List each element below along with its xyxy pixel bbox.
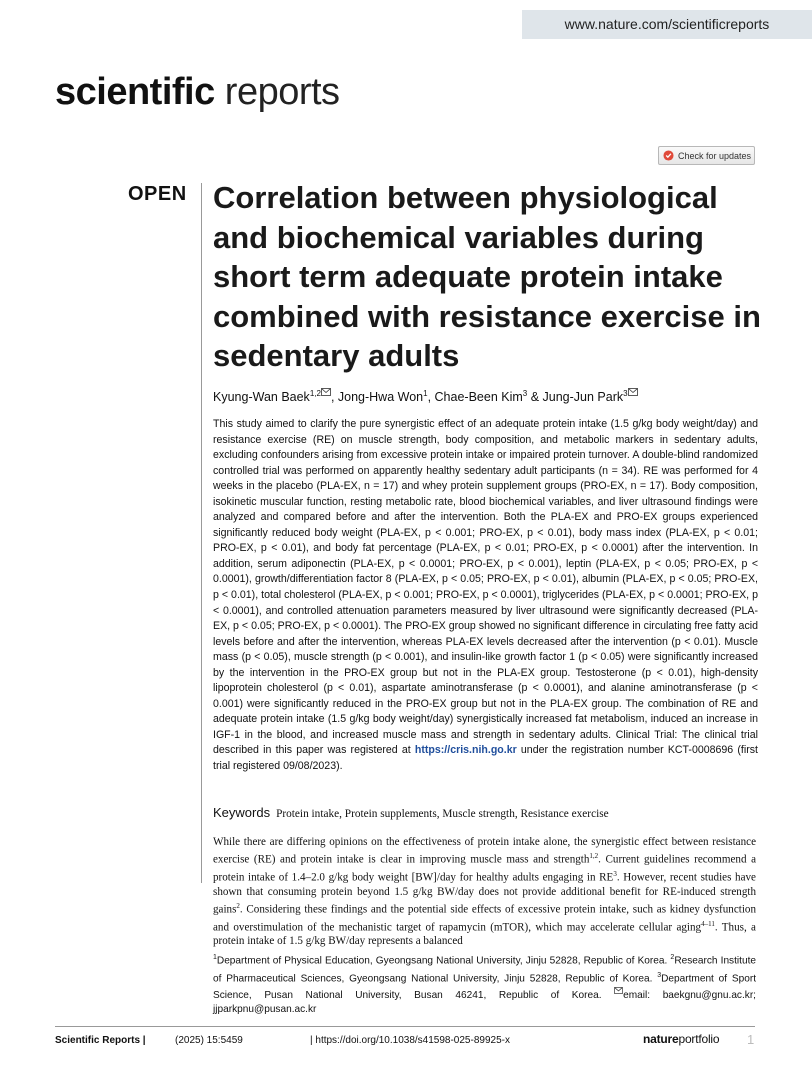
affiliation-sup: 3 bbox=[657, 971, 662, 979]
crossmark-icon bbox=[663, 150, 674, 161]
footer-journal: Scientific Reports | bbox=[55, 1035, 146, 1046]
abstract bbox=[213, 417, 758, 775]
body-text: . Thus, a protein intake of 1.5 g/kg BW/day represents a balanced bbox=[213, 921, 756, 948]
author-separator: & bbox=[527, 390, 543, 405]
affiliation-text: Research Institute of Pharmaceutical Sciences, Gyeongsang National University, Jinju 52828, Republic of Korea. bbox=[213, 955, 756, 985]
author-affiliation-sup: 1 bbox=[423, 389, 428, 398]
journal-logo[interactable] bbox=[55, 70, 340, 114]
affiliations bbox=[213, 951, 756, 1017]
body-paragraph bbox=[213, 835, 756, 948]
affiliation-text: Department of Physical Education, Gyeongsang National University, Jinju 52828, Republic of Korea. bbox=[216, 955, 671, 967]
logo-bold: scientific bbox=[55, 71, 215, 113]
envelope-icon bbox=[614, 987, 623, 994]
footer-doi[interactable]: | https://doi.org/10.1038/s41598-025-89925-x bbox=[310, 1035, 510, 1046]
author-affiliation-sup: 1,2 bbox=[309, 389, 321, 398]
author-name[interactable]: Kyung-Wan Baek bbox=[213, 390, 310, 405]
author-affiliation-sup: 3 bbox=[522, 389, 528, 398]
author-name[interactable]: Jung-Jun Park bbox=[542, 390, 624, 405]
author-name[interactable]: Chae-Been Kim bbox=[434, 390, 523, 405]
author-name[interactable]: Jong-Hwa Won bbox=[337, 390, 424, 405]
trial-registry-link[interactable]: https://cris.nih.go.kr bbox=[414, 744, 517, 757]
affiliation-sup: 2 bbox=[670, 954, 675, 961]
article-title: Correlation between physiological and biochemical variables during short term adequate protein intake combined with resistance exercise in sedentary adults bbox=[213, 180, 761, 373]
publisher-logo bbox=[643, 1032, 719, 1046]
body-text: . Current guidelines recommend a protein intake of 1.4–2.0 g/kg body weight [BW]/day for healthy adults engaging in RE bbox=[213, 853, 756, 884]
body-text: While there are differing opinions on the effectiveness of protein intake alone, the synergistic effect between resistance exercise (RE) and protein intake is clear in improving muscle mass and strength bbox=[213, 836, 756, 866]
envelope-icon[interactable] bbox=[321, 388, 331, 396]
envelope-icon[interactable] bbox=[628, 388, 638, 396]
citation-ref[interactable]: 1,2 bbox=[589, 852, 599, 861]
abstract-text: This study aimed to clarify the pure synergistic effect of an adequate protein intake (1.5 g/kg body weight/day) and resistance exercise (RE) on muscle strength, body composition, and metabolic markers in sedentary adults, excluding confounders arising from excessive protein intake or impaired protein turnover. A double-blind randomized controlled trial was performed on apparently healthy sedentary adult participants (n = 34). RE was performed for 4 weeks in the placebo (PLA-EX, n = 17) and whey protein supplement groups (PRO-EX, n = 17). Body composition, isokinetic muscular function, resting metabolic rate, blood biochemical variables, and liver ultrasound findings were analyzed and compared before and after the intervention. Both the PLA-EX and PRO-EX groups experienced significantly reduced body weight (PLA-EX, p < 0.001; PRO-EX, p < 0.01), body mass index (PLA-EX, p < 0.01; PRO-EX, p < 0.01), and body fat percentage (PLA-EX, p < 0.01; PRO-EX, p < 0.0001) after the intervention. In addition, serum adiponectin (PLA-EX, p < 0.0001; PRO-EX, p < 0.001), leptin (PLA-EX, p < 0.05; PRO-EX, p < 0.0001), growth/differentiation factor 8 (PLA-EX, p < 0.05; PRO-EX, p < 0.01), albumin (PLA-EX, p < 0.05; PRO-EX, p < 0.01), total cholesterol (PLA-EX, p < 0.001; PRO-EX, p < 0.0001), triglycerides (PLA-EX, p < 0.0001; PRO-EX, p < 0.0001), and controlled attenuation parameters measured by liver ultrasound were significantly decreased (PLA-EX, p < 0.05; PRO-EX, p < 0.0001). The PRO-EX group showed no significant difference in circulating free fatty acid levels before and after the intervention, whereas PLA-EX levels decreased after the intervention (p < 0.01). Muscle mass (p < 0.05), muscle strength (p < 0.001), and insulin-like growth factor 1 (p < 0.05) were significantly increased by the intervention in the PRO-EX group but not in the PLA-EX group. Testosterone (p < 0.01), high-density lipoprotein cholesterol (p < 0.01), aspartate aminotransferase (p < 0.0001), and alanine aminotransferase (p < 0.001) were significantly reduced in the PRO-EX group but not in the PLA-EX group. The combination of RE and adequate protein intake (1.5 g/kg body weight/day) synergistically increased fat metabolism, induced an increase in IGF-1 in the blood, and increased muscle mass and strength in sedentary adults. Clinical Trial: The clinical trial described in this paper was registered at bbox=[213, 418, 758, 757]
publisher-bold: nature bbox=[643, 1032, 679, 1046]
logo-light: reports bbox=[214, 71, 340, 113]
keywords-text: Protein intake, Protein supplements, Muscle strength, Resistance exercise bbox=[276, 808, 609, 820]
citation-ref[interactable]: 3 bbox=[613, 869, 617, 878]
check-for-updates-label: Check for updates bbox=[678, 150, 752, 161]
citation-ref[interactable]: 4–11 bbox=[701, 919, 715, 928]
body-text: . Considering these findings and the potential side effects of excessive protein intake, such as kidney dysfunction and overstimulation of the mechanistic target of rapamycin (mTOR), which may accelerate cellular aging bbox=[213, 903, 756, 934]
keywords bbox=[213, 805, 763, 822]
open-access-label: OPEN bbox=[128, 183, 187, 205]
affiliation-sup: 1 bbox=[213, 954, 217, 961]
author-list bbox=[213, 386, 773, 405]
abstract-tail: under the registration number KCT-0008696 (first trial registered 09/08/2023). bbox=[213, 744, 758, 773]
author-affiliation-sup: 3 bbox=[623, 389, 628, 398]
publisher-light: portfolio bbox=[678, 1032, 720, 1046]
author-separator: , bbox=[330, 390, 338, 405]
correspondence-email[interactable]: email: baekgnu@gnu.ac.kr; jjparkpnu@pusan.ac.kr bbox=[213, 989, 756, 1015]
page-footer bbox=[55, 1026, 755, 1051]
author-separator: , bbox=[427, 390, 435, 405]
body-text: . However, recent studies have shown that consuming protein beyond 1.5 g/kg BW/day does not provide additional benefit for RE-induced strength gains bbox=[213, 871, 756, 916]
citation-ref[interactable]: 2 bbox=[236, 901, 240, 910]
check-for-updates-button[interactable] bbox=[658, 146, 755, 165]
divider-line bbox=[201, 183, 202, 883]
footer-volume: (2025) 15:5459 bbox=[175, 1035, 243, 1046]
page-number: 1 bbox=[747, 1032, 755, 1047]
affiliation-text: Department of Sport Science, Pusan National University, Busan 46241, Republic of Korea. bbox=[213, 973, 756, 1001]
journal-url[interactable]: www.nature.com/scientificreports bbox=[522, 10, 812, 39]
keywords-label: Keywords bbox=[213, 805, 271, 820]
